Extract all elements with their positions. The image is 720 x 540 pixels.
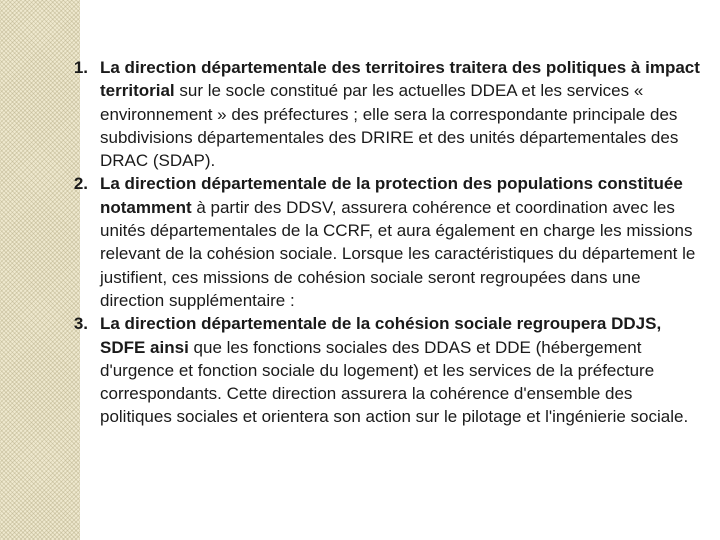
- list-item: [58, 172, 708, 312]
- list-item-bold-text: La direction départementale de la protection des populations constituée notamment: [100, 174, 683, 217]
- list-item-number: 3.: [73, 314, 88, 334]
- list-item-text: à partir des DDSV, assurera cohérence et coordination avec les unités départementales de la CCRF, et aura également en charge les missions relevant de la cohésion sociale. Lorsque les caractéristiques du département le justifient, ces missions de cohésion sociale seront regroupées dans une direction supplémentaire :: [100, 197, 696, 310]
- list-item-text: sur le socle constitué par les actuelles DDEA et les services « environnement » des préfectures ; elle sera la correspondante principale des subdivisions départementales des DRIRE et des unités départementales des DRAC (SDAP).: [100, 81, 679, 171]
- list-item-number: 2.: [73, 174, 88, 194]
- list-item: [58, 56, 708, 172]
- list-item: [58, 312, 708, 428]
- list-item-number: 1.: [73, 58, 88, 77]
- list-item-bold-text: La direction départementale des territoires traitera des politiques à impact territorial: [100, 58, 700, 101]
- list-item-text: que les fonctions sociales des DDAS et DDE (hébergement d'urgence et fonction sociale du logement) et les services de la préfecture correspondants. Cette direction assurera la cohérence d'ensemble des politiques sociales et orientera son action sur le pilotage et l'ingénierie sociale.: [100, 337, 689, 427]
- list-item-bold-text: La direction départementale de la cohésion sociale regroupera DDJS, SDFE ainsi: [100, 314, 662, 357]
- document-body: [58, 56, 708, 429]
- numbered-list: [58, 56, 708, 429]
